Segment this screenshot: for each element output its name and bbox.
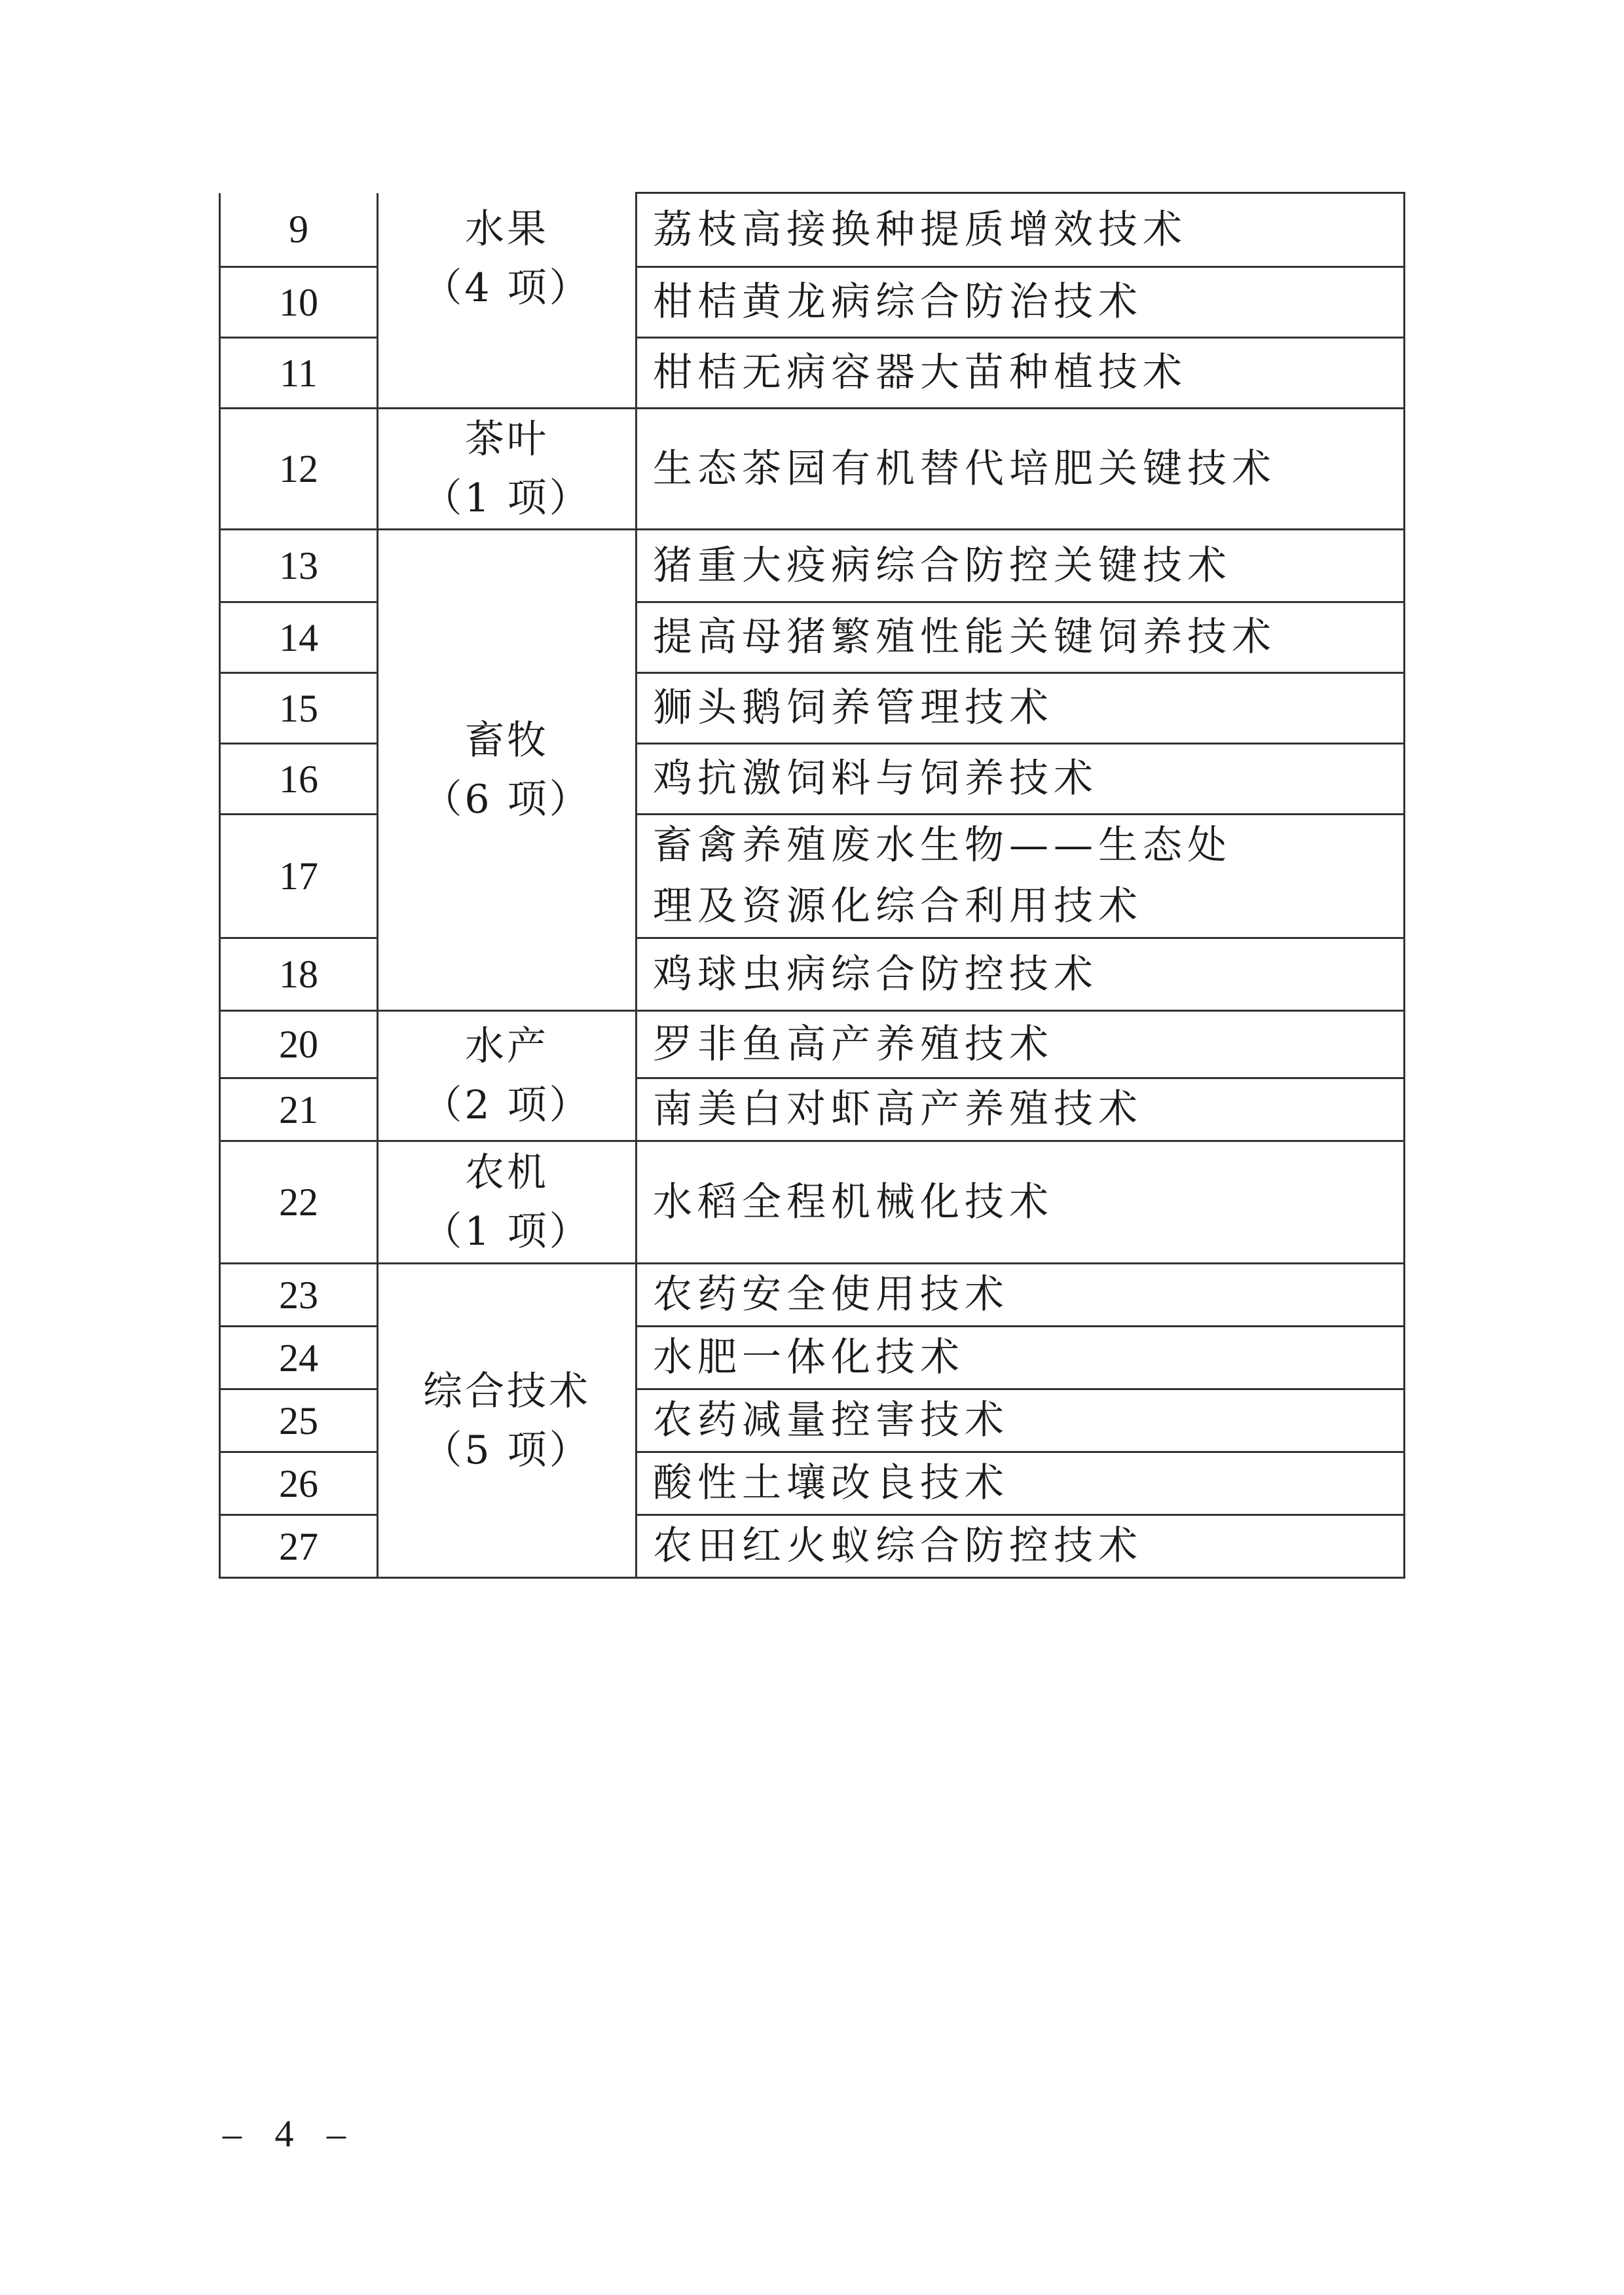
page-number: – 4 – — [223, 2112, 358, 2155]
technology-table — [219, 192, 1405, 1579]
row-number: 22 — [220, 1141, 378, 1264]
category-cell — [378, 193, 637, 409]
table-row — [220, 530, 1405, 602]
category-count: （4 项） — [422, 265, 591, 311]
row-number: 9 — [220, 193, 378, 267]
category-name: 茶叶 — [465, 416, 549, 462]
row-number: 16 — [220, 744, 378, 815]
category-name: 农机 — [465, 1150, 549, 1196]
technology-name: 农药安全使用技术 — [637, 1264, 1405, 1327]
row-number: 21 — [220, 1078, 378, 1141]
technology-name: 狮头鹅饲养管理技术 — [637, 673, 1405, 744]
technology-name: 罗非鱼高产养殖技术 — [637, 1011, 1405, 1078]
technology-name: 水肥一体化技术 — [637, 1327, 1405, 1389]
table-row — [220, 1011, 1405, 1078]
technology-name: 农药减量控害技术 — [637, 1389, 1405, 1452]
row-number: 11 — [220, 338, 378, 409]
category-cell — [378, 409, 637, 530]
table-row — [220, 1141, 1405, 1264]
category-count: （2 项） — [422, 1082, 591, 1128]
category-cell — [378, 530, 637, 1011]
category-count: （1 项） — [422, 1209, 591, 1255]
row-number: 12 — [220, 409, 378, 530]
row-number: 13 — [220, 530, 378, 602]
row-number: 25 — [220, 1389, 378, 1452]
category-count: （6 项） — [422, 777, 591, 822]
category-count: （1 项） — [422, 475, 591, 521]
row-number: 10 — [220, 267, 378, 338]
row-number: 15 — [220, 673, 378, 744]
technology-name: 提高母猪繁殖性能关键饲养技术 — [637, 602, 1405, 673]
table-row — [220, 409, 1405, 530]
category-name: 水产 — [465, 1023, 549, 1069]
category-name: 畜牧 — [465, 718, 549, 763]
category-name: 综合技术 — [423, 1368, 591, 1414]
category-count: （5 项） — [422, 1427, 591, 1473]
table-row — [220, 193, 1405, 267]
technology-name: 南美白对虾高产养殖技术 — [637, 1078, 1405, 1141]
category-name: 水果 — [465, 206, 549, 252]
row-number: 14 — [220, 602, 378, 673]
row-number: 20 — [220, 1011, 378, 1078]
category-cell — [378, 1264, 637, 1578]
technology-name: 荔枝高接换种提质增效技术 — [637, 193, 1405, 267]
technology-name: 鸡抗激饲料与饲养技术 — [637, 744, 1405, 815]
row-number: 24 — [220, 1327, 378, 1389]
category-cell — [378, 1011, 637, 1141]
technology-name: 鸡球虫病综合防控技术 — [637, 938, 1405, 1011]
technology-name: 畜禽养殖废水生物——生态处理及资源化综合利用技术 — [637, 815, 1405, 938]
technology-name: 酸性土壤改良技术 — [637, 1452, 1405, 1515]
technology-name: 水稻全程机械化技术 — [637, 1141, 1405, 1264]
row-number: 27 — [220, 1515, 378, 1578]
technology-name: 生态茶园有机替代培肥关键技术 — [637, 409, 1405, 530]
technology-name: 柑桔无病容器大苗种植技术 — [637, 338, 1405, 409]
table-row — [220, 1264, 1405, 1327]
technology-name: 猪重大疫病综合防控关键技术 — [637, 530, 1405, 602]
row-number: 18 — [220, 938, 378, 1011]
technology-name: 农田红火蚁综合防控技术 — [637, 1515, 1405, 1578]
row-number: 26 — [220, 1452, 378, 1515]
technology-name: 柑桔黄龙病综合防治技术 — [637, 267, 1405, 338]
row-number: 17 — [220, 815, 378, 938]
row-number: 23 — [220, 1264, 378, 1327]
category-cell — [378, 1141, 637, 1264]
